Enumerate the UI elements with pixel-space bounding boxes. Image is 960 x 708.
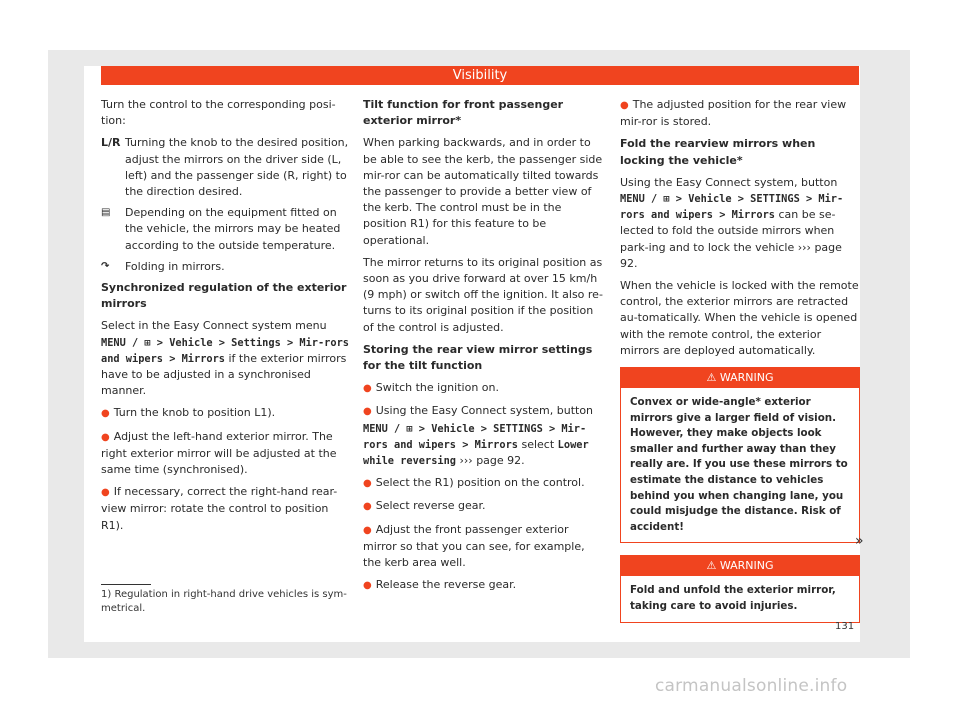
list-item: ● Select the R1) position on the control.	[363, 476, 585, 490]
column-3	[620, 97, 860, 635]
list-item: ● Switch the ignition on.	[363, 381, 499, 395]
lr-key: L/R	[101, 136, 121, 150]
store-menu-path: MENU / ⊞ > Vehicle > SETTINGS > Mir-rors and wipers > Mirrors	[363, 422, 587, 451]
list-item: ● Release the reverse gear.	[363, 578, 517, 592]
page-reference-link[interactable]: ››› page 92.	[620, 240, 842, 270]
bullet-icon: ●	[620, 100, 629, 111]
bullet-icon: ●	[363, 580, 372, 592]
fold-text: Folding in mirrors.	[125, 259, 225, 273]
store-heading: Storing the rear view mirror settings for the tilt function	[363, 342, 593, 373]
bullet-icon: ●	[101, 487, 110, 499]
warning-box	[620, 367, 860, 543]
bullet-icon: ●	[101, 408, 110, 420]
bullet-icon: ●	[363, 383, 372, 395]
continued-marker: »	[855, 533, 864, 549]
list-item: ● Adjust the left-hand exterior mirror. The right exterior mirror will be adjusted at the same time (synchronised).	[101, 429, 337, 477]
warning-header: ⚠ WARNING	[621, 556, 859, 576]
page-number: 131	[835, 621, 855, 632]
list-item: ● Adjust the front passenger exterior mirror so that you can see, for example, the kerb area well.	[363, 522, 585, 570]
def-heat	[101, 205, 353, 254]
def-fold	[101, 259, 353, 275]
warning-text: Fold and unfold the exterior mirror, taking care to avoid injuries.	[630, 584, 836, 612]
column-2	[363, 97, 605, 600]
sync-menu-path: MENU / ⊞ > Vehicle > Settings > Mir-rors and wipers > Mirrors	[101, 336, 349, 365]
bullet-icon: ●	[101, 431, 110, 443]
page-reference-link[interactable]: ››› page 92.	[459, 454, 525, 468]
tilt-heading: Tilt function for front passenger exterior mirror*	[363, 98, 564, 128]
def-lr	[101, 135, 353, 200]
mirror-heating-icon: ▤	[101, 207, 111, 219]
fold-heading: Fold the rearview mirrors when locking the vehicle*	[620, 137, 816, 167]
section-header: Visibility	[101, 66, 859, 85]
bullet-icon: ●	[363, 406, 372, 418]
warning-icon: ⚠	[706, 371, 720, 385]
lower-while-reversing-option: Lower while reversing	[363, 438, 589, 468]
footnote-rule	[101, 584, 151, 585]
warning-header: ⚠ WARNING	[621, 368, 859, 388]
tilt-text: When parking backwards, and in order to be able to see the kerb, the passenger side mir-ror can be automatically tilted towards the passenger to provide a better view of the kerb. The control must be in the position R1) for this feature to be operational.	[363, 136, 603, 247]
column-1	[101, 97, 353, 540]
lr-text: Turning the knob to the desired position, adjust the mirrors on the driver side (L, left) and the passenger side (R, right) to the direction desired.	[125, 136, 349, 199]
warning-icon: ⚠	[706, 559, 720, 573]
sync-text: Select in the Easy Connect system menu MENU / ⊞ > Vehicle > Settings > Mir-rors and wipers > Mirrors if the exterior mirrors have to be adjusted in a synchronised manner.	[101, 319, 349, 398]
mirror-fold-icon: ↷	[101, 260, 110, 272]
warning-text: Convex or wide-angle* exterior mirrors give a larger field of vision. However, they make objects look smaller and further away than they really are. If you use these mirrors to estimate the distance to vehicles behind you when changing lane, you could misjudge the distance. Risk of accident!	[630, 396, 848, 533]
fold-text: Using the Easy Connect system, button MENU / ⊞ > Vehicle > SETTINGS > Mir-rors and wipers > Mirrors can be se-lected to fold the outside mirrors when park-ing and to lock the vehicle ››› page 92.	[620, 175, 844, 270]
list-item: ● Using the Easy Connect system, button MENU / ⊞ > Vehicle > SETTINGS > Mir-rors and wipers > Mirrors select Lower while reversing ››› page 92.	[363, 404, 594, 468]
bullet-icon: ●	[363, 478, 372, 490]
watermark: carmanualsonline.info	[655, 676, 848, 696]
bullet-icon: ●	[363, 524, 372, 536]
list-item: ● If necessary, correct the right-hand rear-view mirror: rotate the control to position R1).	[101, 485, 338, 532]
bullet-icon: ●	[363, 501, 372, 513]
list-item: ● Turn the knob to position L1).	[101, 406, 276, 420]
fold-menu-path: MENU / ⊞ > Vehicle > SETTINGS > Mir-rors and wipers > Mirrors	[620, 193, 844, 222]
return-text: The mirror returns to its original position as soon as you drive forward at over 15 km/h (9 mph) or switch off the ignition. It also re-turns to its original position if the position of the control is adjusted.	[363, 255, 603, 334]
list-item: ● Select reverse gear.	[363, 499, 486, 513]
warning-box	[620, 555, 860, 622]
footnote: 1) Regulation in right-hand drive vehicles is sym-metrical.	[101, 589, 347, 614]
list-item: ● The adjusted position for the rear view mir-ror is stored.	[620, 98, 847, 129]
intro-text: Turn the control to the corresponding posi-tion:	[101, 98, 336, 128]
lock-text: When the vehicle is locked with the remote control, the exterior mirrors are retracted au-tomatically. When the vehicle is opened with the remote control, the exterior mirrors are deployed automatically.	[620, 279, 859, 357]
sync-heading: Synchronized regulation of the exterior mirrors	[101, 281, 347, 311]
heat-text: Depending on the equipment fitted on the vehicle, the mirrors may be heated according to the outside temperature.	[125, 206, 341, 252]
